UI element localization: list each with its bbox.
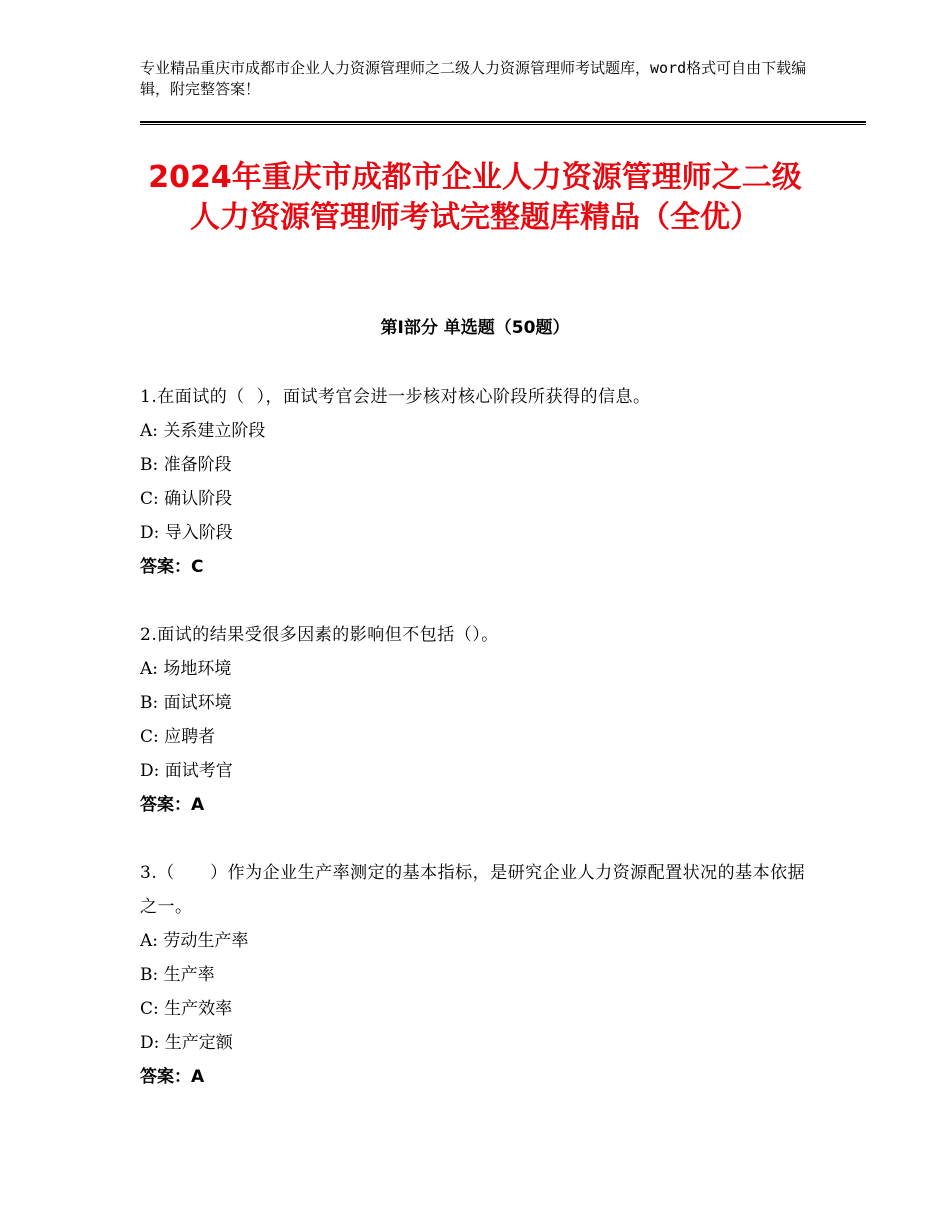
option-b: B: 面试环境: [140, 693, 232, 713]
option-d: D: 生产定额: [140, 1033, 233, 1053]
answer-label: 答案：C: [140, 557, 204, 577]
header-note: 专业精品重庆市成都市企业人力资源管理师之二级人力资源管理师考试题库，word格式可自由下载编辑，附完整答案！: [140, 59, 807, 98]
option-d: D: 面试考官: [140, 761, 233, 781]
answer-label: 答案：A: [140, 795, 205, 815]
question-list: [140, 380, 810, 1128]
question-1: [140, 380, 810, 584]
answer-label: 答案：A: [140, 1067, 205, 1087]
option-a: A: 关系建立阶段: [140, 421, 266, 441]
header-divider: [140, 121, 866, 125]
option-d: D: 导入阶段: [140, 523, 233, 543]
option-b: B: 准备阶段: [140, 455, 232, 475]
option-c: C: 确认阶段: [140, 489, 233, 509]
question-stem: 2.面试的结果受很多因素的影响但不包括（）。: [140, 625, 499, 645]
option-c: C: 应聘者: [140, 727, 216, 747]
question-3: [140, 856, 810, 1094]
question-stem: 3.（ ）作为企业生产率测定的基本指标，是研究企业人力资源配置状况的基本依据之一。: [140, 863, 806, 917]
section-heading: 第Ⅰ部分 单选题（50题）: [380, 318, 570, 338]
option-a: A: 劳动生产率: [140, 931, 249, 951]
question-stem: 1.在面试的（ ），面试考官会进一步核对核心阶段所获得的信息。: [140, 387, 651, 407]
document-title: 2024年重庆市成都市企业人力资源管理师之二级人力资源管理师考试完整题库精品（全优）: [148, 160, 802, 235]
option-c: C: 生产效率: [140, 999, 233, 1019]
option-b: B: 生产率: [140, 965, 215, 985]
question-2: [140, 618, 810, 822]
option-a: A: 场地环境: [140, 659, 232, 679]
